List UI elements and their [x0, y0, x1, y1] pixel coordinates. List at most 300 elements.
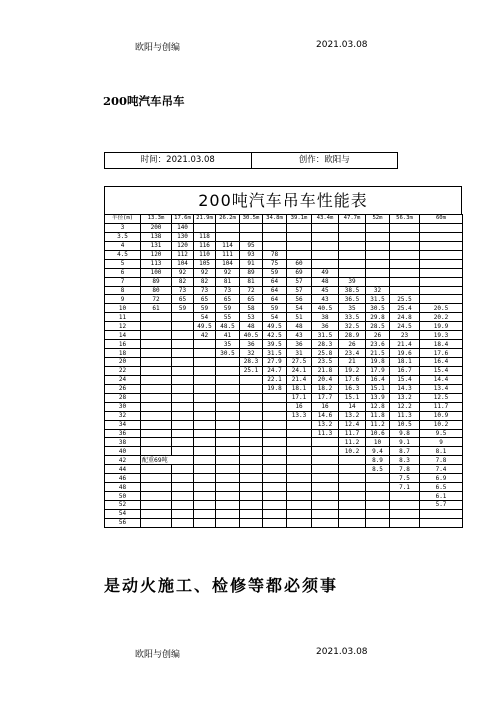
table-cell: [287, 429, 312, 438]
table-cell: 27.5: [287, 358, 312, 367]
table-cell: 65: [194, 295, 216, 304]
table-cell: 64: [263, 286, 287, 295]
table-cell: 6.1: [420, 492, 463, 501]
table-cell: 9.4: [366, 447, 390, 456]
table-cell: 7.8: [390, 465, 420, 474]
table-cell: [366, 474, 390, 483]
table-cell: 82: [172, 277, 194, 286]
table-cell: 38: [105, 438, 141, 447]
table-cell: 21: [339, 358, 366, 367]
table-cell: [263, 223, 287, 232]
table-cell: [172, 438, 194, 447]
table-cell: [312, 501, 339, 510]
table-cell: [216, 223, 240, 232]
table-cell: 75: [263, 259, 287, 268]
table-cell: 89: [240, 268, 263, 277]
table-cell: 24.1: [287, 366, 312, 375]
column-header: 半径(m): [105, 215, 141, 224]
table-cell: 24.7: [263, 366, 287, 375]
table-row: [105, 250, 463, 259]
table-cell: [263, 474, 287, 483]
table-cell: [263, 429, 287, 438]
table-cell: [312, 241, 339, 250]
table-cell: 29.8: [366, 313, 390, 322]
table-cell: [172, 375, 194, 384]
table-cell: [312, 509, 339, 518]
table-cell: [216, 429, 240, 438]
table-cell: [420, 518, 463, 527]
table-cell: 61: [141, 304, 172, 313]
table-cell: 32: [105, 411, 141, 420]
table-cell: 25.8: [312, 349, 339, 358]
table-cell: [287, 232, 312, 241]
table-cell: [172, 492, 194, 501]
table-cell: [339, 465, 366, 474]
table-cell: 100: [141, 268, 172, 277]
table-row: [105, 474, 463, 483]
table-cell: 54: [287, 304, 312, 313]
table-cell: 8.5: [366, 465, 390, 474]
table-cell: [216, 518, 240, 527]
table-cell: [240, 384, 263, 393]
table-cell: 14: [105, 331, 141, 340]
table-cell: [240, 474, 263, 483]
table-row: [105, 456, 463, 465]
table-cell: 140: [172, 223, 194, 232]
table-cell: 59: [263, 268, 287, 277]
table-cell: [312, 259, 339, 268]
table-cell: 116: [194, 241, 216, 250]
table-row: [105, 375, 463, 384]
table-cell: 42: [105, 456, 141, 465]
table-cell: 35: [339, 304, 366, 313]
table-cell: 14.6: [312, 411, 339, 420]
table-cell: [339, 492, 366, 501]
table-cell: [312, 483, 339, 492]
table-cell: [141, 509, 172, 518]
table-cell: [366, 509, 390, 518]
table-cell: 112: [172, 250, 194, 259]
table-cell: 65: [216, 295, 240, 304]
table-cell: [390, 223, 420, 232]
table-cell: 10.2: [339, 447, 366, 456]
table-cell: 39: [339, 277, 366, 286]
table-cell: 11.2: [339, 438, 366, 447]
table-cell: 41: [216, 331, 240, 340]
table-cell: 17.6: [420, 349, 463, 358]
table-cell: [172, 393, 194, 402]
table-cell: [172, 518, 194, 527]
table-cell: [172, 447, 194, 456]
table-cell: [172, 474, 194, 483]
table-cell: 73: [216, 286, 240, 295]
table-cell: 57: [287, 286, 312, 295]
table-row: [105, 232, 463, 241]
table-cell: 118: [194, 232, 216, 241]
table-cell: [366, 492, 390, 501]
table-cell: 12.4: [339, 420, 366, 429]
table-cell: [263, 492, 287, 501]
table-cell: 10.9: [420, 411, 463, 420]
table-row: [105, 304, 463, 313]
table-cell: [263, 509, 287, 518]
table-cell: [366, 268, 390, 277]
table-cell: 25.1: [240, 366, 263, 375]
column-header: 30.5m: [240, 215, 263, 224]
table-cell: [287, 492, 312, 501]
table-cell: [216, 402, 240, 411]
table-cell: [287, 241, 312, 250]
table-cell: [339, 223, 366, 232]
table-cell: 17.7: [312, 393, 339, 402]
table-cell: [194, 393, 216, 402]
table-cell: 18: [105, 349, 141, 358]
table-cell: 14.4: [420, 375, 463, 384]
table-cell: 10: [366, 438, 390, 447]
table-cell: 12.5: [420, 393, 463, 402]
table-cell: 49: [312, 268, 339, 277]
table-cell: 9: [420, 438, 463, 447]
table-cell: [390, 241, 420, 250]
table-cell: [194, 465, 216, 474]
table-cell: [339, 501, 366, 510]
table-cell: 65: [172, 295, 194, 304]
table-cell: [194, 366, 216, 375]
table-cell: 28.9: [339, 331, 366, 340]
table-cell: [263, 518, 287, 527]
table-cell: 24.5: [390, 322, 420, 331]
table-cell: 33.5: [339, 313, 366, 322]
table-cell: [240, 429, 263, 438]
table-cell: [194, 456, 216, 465]
table-cell: 23.4: [339, 349, 366, 358]
table-cell: 28.3: [240, 358, 263, 367]
table-cell: [420, 232, 463, 241]
table-cell: [216, 420, 240, 429]
table-cell: 8.9: [366, 456, 390, 465]
table-cell: 11.8: [366, 411, 390, 420]
table-cell: [216, 232, 240, 241]
table-cell: [194, 483, 216, 492]
table-cell: 72: [141, 295, 172, 304]
table-cell: [194, 375, 216, 384]
table-cell: 200: [141, 223, 172, 232]
table-cell: 8.7: [390, 447, 420, 456]
table-cell: 31.5: [312, 331, 339, 340]
footer-author: 欧阳与创编: [135, 650, 181, 660]
table-cell: 59: [216, 304, 240, 313]
table-cell: 35: [216, 340, 240, 349]
table-cell: [420, 250, 463, 259]
table-cell: [194, 402, 216, 411]
table-cell: 20: [105, 358, 141, 367]
table-row: [105, 268, 463, 277]
table-cell: 23: [390, 331, 420, 340]
table-cell: [172, 322, 194, 331]
table-cell: [172, 501, 194, 510]
table-cell: [366, 518, 390, 527]
header-date: 2021.03.08: [316, 40, 368, 50]
table-cell: 11.3: [390, 411, 420, 420]
table-cell: [263, 456, 287, 465]
table-cell: [263, 411, 287, 420]
table-row: [105, 366, 463, 375]
table-cell: 20.5: [420, 304, 463, 313]
table-cell: 12: [105, 322, 141, 331]
table-cell: 7.8: [420, 456, 463, 465]
table-cell: [312, 438, 339, 447]
table-cell: 10.2: [420, 420, 463, 429]
table-row: [105, 295, 463, 304]
table-cell: 48: [287, 322, 312, 331]
table-cell: [420, 259, 463, 268]
table-cell: 42: [194, 331, 216, 340]
table-cell: 34: [105, 420, 141, 429]
table-cell: 138: [141, 232, 172, 241]
table-cell: 10: [105, 304, 141, 313]
table-cell: [240, 438, 263, 447]
column-header: 60m: [420, 215, 463, 224]
table-cell: 92: [194, 268, 216, 277]
table-cell: 93: [240, 250, 263, 259]
table-cell: 91: [240, 259, 263, 268]
table-cell: 15.4: [390, 375, 420, 384]
table-cell: 59: [263, 304, 287, 313]
table-cell: 14.3: [390, 384, 420, 393]
table-cell: [141, 411, 172, 420]
table-cell: [194, 384, 216, 393]
table-cell: 120: [172, 241, 194, 250]
table-row: [105, 277, 463, 286]
table-cell: 81: [216, 277, 240, 286]
table-cell: 92: [172, 268, 194, 277]
table-cell: [240, 483, 263, 492]
table-cell: 19.3: [420, 331, 463, 340]
table-cell: [216, 465, 240, 474]
table-cell: [312, 465, 339, 474]
table-row: [105, 429, 463, 438]
table-cell: 31: [287, 349, 312, 358]
table-cell: [194, 429, 216, 438]
table-cell: [420, 241, 463, 250]
table-cell: 6.9: [420, 474, 463, 483]
table-cell: 27.9: [263, 358, 287, 367]
table-cell: 53: [240, 313, 263, 322]
column-header: 39.1m: [287, 215, 312, 224]
table-row: [105, 241, 463, 250]
table-cell: 36: [240, 340, 263, 349]
table-cell: 21.5: [366, 349, 390, 358]
footer-date: 2021.03.08: [316, 647, 368, 657]
table-cell: [194, 474, 216, 483]
table-cell: [390, 268, 420, 277]
table-cell: 9.5: [420, 429, 463, 438]
table-cell: 36: [105, 429, 141, 438]
table-cell: [141, 420, 172, 429]
table-cell: 26: [366, 331, 390, 340]
table-cell: [194, 447, 216, 456]
column-header: 47.7m: [339, 215, 366, 224]
table-cell: 95: [240, 241, 263, 250]
table-cell: [240, 518, 263, 527]
table-cell: 26: [339, 340, 366, 349]
table-cell: [339, 268, 366, 277]
table-cell: [312, 474, 339, 483]
table-cell: 17.1: [287, 393, 312, 402]
table-cell: 23.6: [366, 340, 390, 349]
table-cell: 11.7: [339, 429, 366, 438]
table-cell: 82: [194, 277, 216, 286]
table-cell: 25.4: [390, 304, 420, 313]
table-cell: 105: [194, 259, 216, 268]
table-cell: [420, 509, 463, 518]
table-cell: [216, 393, 240, 402]
table-cell: [172, 349, 194, 358]
table-cell: 13.2: [390, 393, 420, 402]
table-cell: 19.8: [366, 358, 390, 367]
table-cell: 48.5: [216, 322, 240, 331]
table-cell: 6.5: [420, 483, 463, 492]
table-cell: 4: [105, 241, 141, 250]
table-row: [105, 492, 463, 501]
table-cell: [216, 384, 240, 393]
table-cell: [366, 223, 390, 232]
table-cell: 28.5: [366, 322, 390, 331]
table-cell: [240, 420, 263, 429]
table-cell: 13.9: [366, 393, 390, 402]
table-cell: 18.2: [312, 384, 339, 393]
table-cell: [390, 277, 420, 286]
table-header-row: [105, 215, 463, 224]
table-cell: [287, 420, 312, 429]
table-cell: [390, 250, 420, 259]
table-cell: [366, 232, 390, 241]
counterweight-note: 配重69吨: [141, 456, 194, 465]
table-cell: [141, 465, 172, 474]
column-header: 17.6m: [172, 215, 194, 224]
table-cell: [172, 313, 194, 322]
table-cell: 6: [105, 268, 141, 277]
table-cell: 15.1: [339, 393, 366, 402]
table-cell: 7: [105, 277, 141, 286]
table-cell: 78: [263, 250, 287, 259]
table-cell: [194, 358, 216, 367]
column-header: 43.4m: [312, 215, 339, 224]
table-cell: [287, 465, 312, 474]
table-cell: [339, 259, 366, 268]
table-cell: 51: [287, 313, 312, 322]
table-row: [105, 483, 463, 492]
table-cell: [287, 509, 312, 518]
table-cell: [312, 456, 339, 465]
table-cell: 32.5: [339, 322, 366, 331]
table-cell: 7.1: [390, 483, 420, 492]
table-cell: [141, 349, 172, 358]
table-cell: [366, 501, 390, 510]
table-cell: 19.9: [420, 322, 463, 331]
table-cell: 11.2: [366, 420, 390, 429]
table-cell: 4.5: [105, 250, 141, 259]
performance-table: [104, 214, 463, 528]
table-cell: [141, 501, 172, 510]
table-cell: [287, 223, 312, 232]
table-cell: [194, 411, 216, 420]
table-cell: 17.9: [366, 366, 390, 375]
table-cell: 104: [216, 259, 240, 268]
table-cell: 16.7: [390, 366, 420, 375]
table-cell: 40: [105, 447, 141, 456]
table-cell: 56: [287, 295, 312, 304]
table-cell: [141, 429, 172, 438]
table-cell: 21.8: [312, 366, 339, 375]
table-cell: 18.4: [420, 340, 463, 349]
table-cell: [216, 492, 240, 501]
table-cell: 131: [141, 241, 172, 250]
table-cell: [390, 518, 420, 527]
table-cell: 5: [105, 259, 141, 268]
table-cell: [194, 438, 216, 447]
table-cell: [172, 483, 194, 492]
table-cell: 110: [194, 250, 216, 259]
table-cell: [216, 447, 240, 456]
table-cell: 12.8: [366, 402, 390, 411]
table-cell: [390, 286, 420, 295]
table-row: [105, 358, 463, 367]
table-cell: 11.3: [312, 429, 339, 438]
table-cell: [312, 518, 339, 527]
table-cell: 30: [105, 402, 141, 411]
table-cell: 49.5: [263, 322, 287, 331]
table-cell: [240, 501, 263, 510]
table-cell: [141, 393, 172, 402]
table-cell: [194, 420, 216, 429]
table-cell: [366, 483, 390, 492]
table-cell: [240, 456, 263, 465]
column-header: 26.2m: [216, 215, 240, 224]
table-cell: [240, 232, 263, 241]
table-cell: [339, 474, 366, 483]
table-cell: 72: [240, 286, 263, 295]
table-cell: 36.5: [339, 295, 366, 304]
table-cell: 20.2: [420, 313, 463, 322]
table-cell: [172, 358, 194, 367]
table-cell: 21.4: [390, 340, 420, 349]
table-cell: [420, 295, 463, 304]
table-row: [105, 384, 463, 393]
table-cell: [263, 501, 287, 510]
table-cell: 28.3: [312, 340, 339, 349]
table-cell: [141, 474, 172, 483]
table-row: [105, 349, 463, 358]
table-cell: 3.5: [105, 232, 141, 241]
table-cell: 24: [105, 375, 141, 384]
table-cell: [420, 268, 463, 277]
table-cell: [420, 286, 463, 295]
table-cell: [339, 509, 366, 518]
table-body: [105, 223, 463, 527]
table-cell: [390, 492, 420, 501]
table-cell: [141, 402, 172, 411]
table-cell: [194, 340, 216, 349]
table-cell: 31.5: [366, 295, 390, 304]
table-cell: 73: [172, 286, 194, 295]
table-cell: 30.5: [366, 304, 390, 313]
table-cell: 16.4: [420, 358, 463, 367]
table-cell: [240, 509, 263, 518]
table-cell: [420, 277, 463, 286]
table-cell: 36: [312, 322, 339, 331]
table-cell: [339, 232, 366, 241]
